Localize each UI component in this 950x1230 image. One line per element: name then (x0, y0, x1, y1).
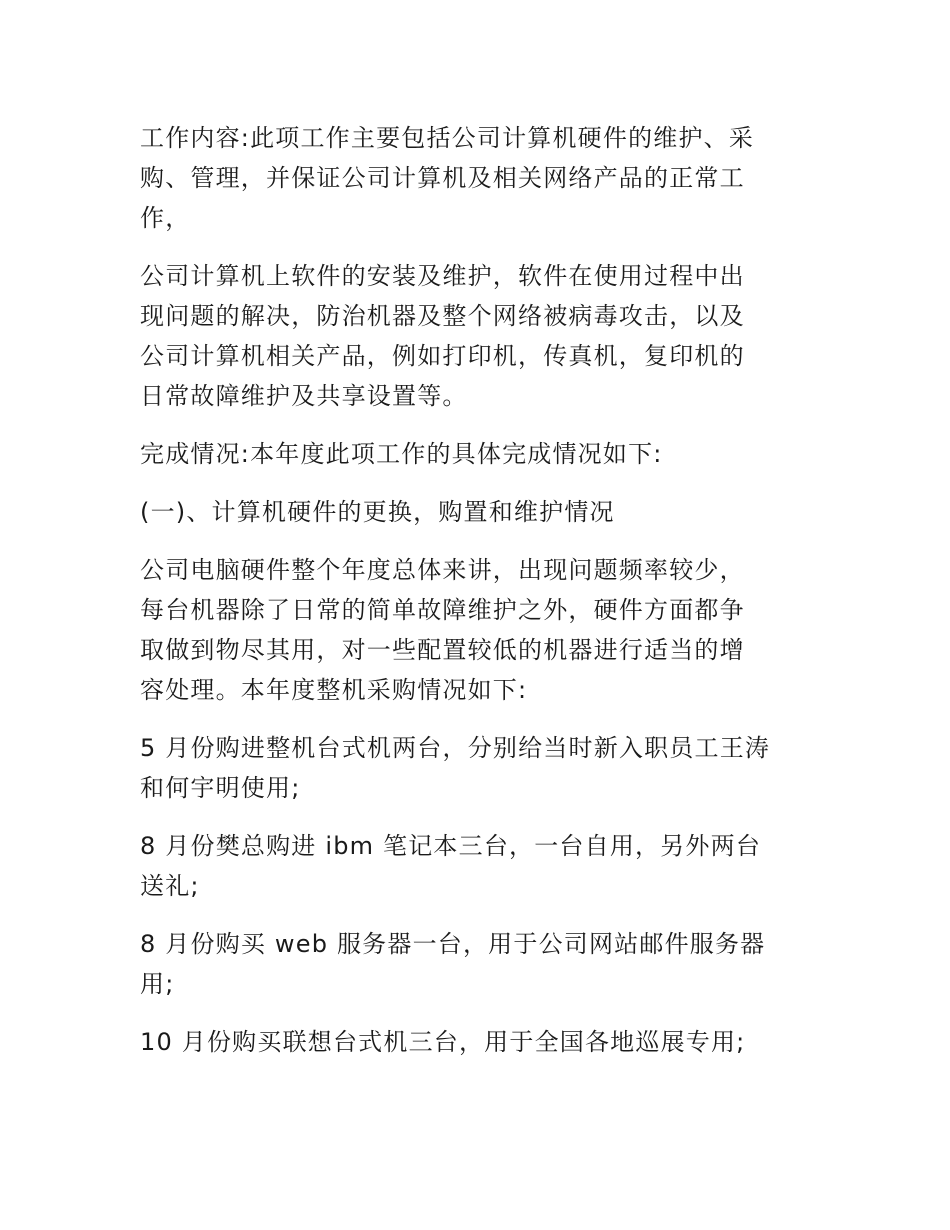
text-line: 和何宇明使用; (140, 774, 301, 802)
text-line: 8 月份购买 web 服务器一台，用于公司网站邮件服务器 (140, 930, 766, 958)
text-line: 公司计算机上软件的安装及维护，软件在使用过程中出 (140, 262, 745, 290)
document-body (140, 118, 820, 1080)
text-line: 送礼; (140, 872, 200, 900)
text-line: 工作内容:此项工作主要包括公司计算机硬件的维护、采 (140, 124, 755, 152)
text-line: 购、管理，并保证公司计算机及相关网络产品的正常工 (140, 164, 745, 192)
purchase-item-october (140, 1022, 820, 1062)
paragraph-software-maintenance (140, 256, 820, 416)
text-line: 日常故障维护及共享设置等。 (140, 382, 468, 410)
purchase-item-august-laptops (140, 826, 820, 906)
text-line: 容处理。本年度整机采购情况如下: (140, 676, 528, 704)
text-line: 作， (140, 204, 191, 232)
text-line: 每台机器除了日常的简单故障维护之外，硬件方面都争 (140, 596, 745, 624)
text-line: 5 月份购进整机台式机两台，分别给当时新入职员工王涛 (140, 734, 771, 762)
paragraph-hardware-summary (140, 550, 820, 710)
section-heading-hardware (140, 492, 820, 532)
paragraph-completion-status (140, 434, 820, 474)
text-line: 公司计算机相关产品，例如打印机，传真机，复印机的 (140, 342, 745, 370)
purchase-item-august-server (140, 924, 820, 1004)
paragraph-work-content (140, 118, 820, 238)
text-line: 8 月份樊总购进 ibm 笔记本三台，一台自用，另外两台 (140, 832, 762, 860)
text-line: 完成情况:本年度此项工作的具体完成情况如下: (140, 440, 663, 468)
text-line: 现问题的解决，防治机器及整个网络被病毒攻击，以及 (140, 302, 745, 330)
text-line: 取做到物尽其用，对一些配置较低的机器进行适当的增 (140, 636, 745, 664)
text-line: (一)、计算机硬件的更换，购置和维护情况 (140, 498, 615, 526)
text-line: 用; (140, 970, 175, 998)
text-line: 公司电脑硬件整个年度总体来讲，出现问题频率较少， (140, 556, 745, 584)
text-line: 10 月份购买联想台式机三台，用于全国各地巡展专用; (140, 1028, 746, 1056)
purchase-item-may (140, 728, 820, 808)
